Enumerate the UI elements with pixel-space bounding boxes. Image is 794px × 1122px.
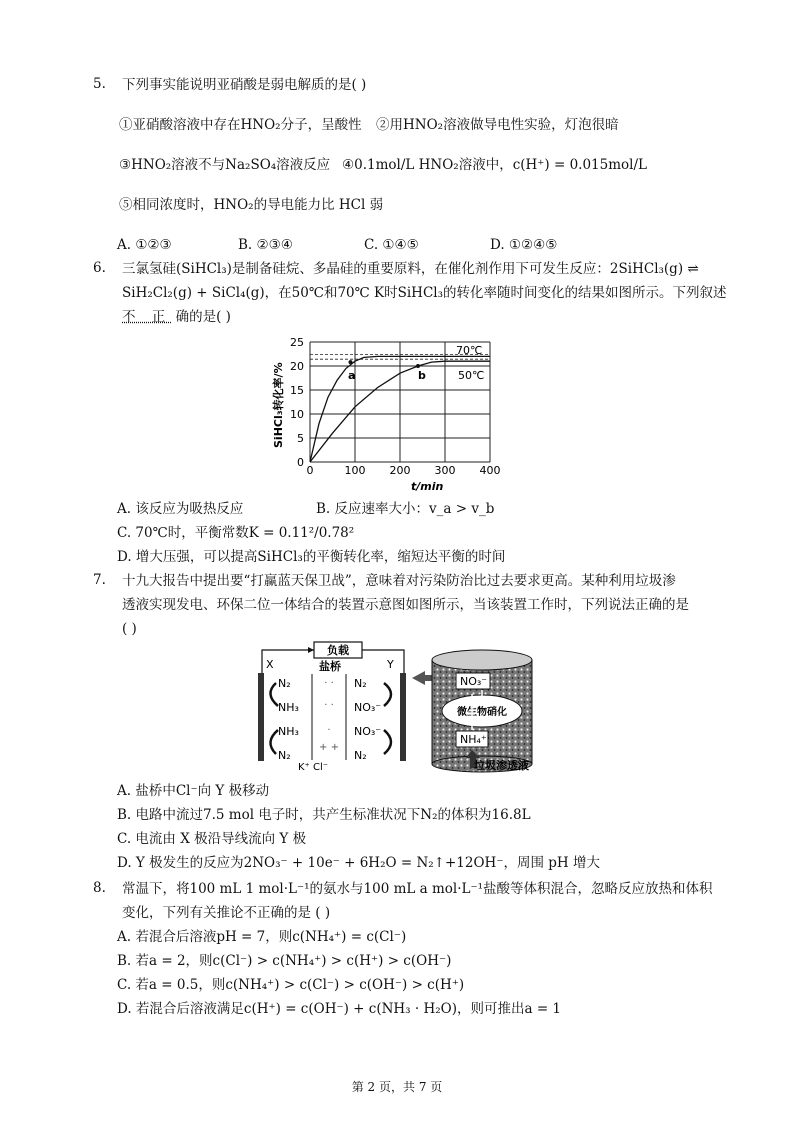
- feed-arrow: [412, 671, 432, 685]
- q8-option-b[interactable]: B. 若a = 2，则c(Cl⁻) > c(NH₄⁺) > c(H⁺) > c(OH⁻): [117, 953, 452, 969]
- right-arrow-bottom: [384, 730, 391, 754]
- q8-stem-line-1: 常温下，将100 mL 1 mol·L⁻¹的氨水与100 mL a mol·L⁻¹盐酸等体积混合，忽略反应放热和体积: [122, 881, 713, 897]
- q7-stem-line-1: 十九大报告中提出要“打赢蓝天保卫战”，意味着对污染防治比过去要求更高。某种利用垃圾渗: [122, 573, 676, 589]
- x-tick-label: 400: [479, 464, 501, 477]
- q5-statement-2: ②用HNO₂溶液做导电性实验，灯泡很暗: [376, 117, 619, 133]
- left-nh3-top: NH₃: [278, 701, 299, 714]
- point-b: [416, 364, 420, 368]
- point-a-label: a: [348, 369, 356, 382]
- reactor-nh4: NH₄⁺: [460, 733, 487, 746]
- left-n2-bottom: N₂: [278, 749, 291, 762]
- q7-option-d[interactable]: D. Y 极发生的反应为2NO₃⁻ + 10e⁻ + 6H₂O = N₂↑+12OH⁻，周围 pH 增大: [117, 855, 600, 871]
- salt-bridge-dots: + +: [319, 742, 339, 753]
- right-n2-top: N₂: [354, 677, 367, 690]
- y-tick-label: 5: [297, 432, 304, 445]
- q5-statement-3: ③HNO₂溶液不与Na₂SO₄溶液反应: [119, 157, 331, 173]
- electrode-y: [400, 673, 406, 761]
- y-tick-label: 25: [290, 336, 304, 349]
- right-n2-bottom: N₂: [354, 749, 367, 762]
- right-no3-top: NO₃⁻: [354, 701, 382, 714]
- y-tick-label: 10: [290, 408, 304, 421]
- chart-ylabel: SiHCl₃转化率/%: [272, 362, 285, 448]
- q7-option-b[interactable]: B. 电路中流过7.5 mol 电子时，共产生标准状况下N₂的体积为16.8L: [117, 807, 531, 823]
- salt-bridge-dots: · ·: [324, 700, 334, 711]
- q5-option-b[interactable]: B. ②③④: [238, 237, 293, 253]
- q5-option-a[interactable]: A. ①②③: [117, 237, 172, 253]
- q5-statement-1: ①亚硝酸溶液中存在HNO₂分子，呈酸性: [119, 117, 362, 133]
- q8-option-c[interactable]: C. 若a = 0.5，则c(NH₄⁺) > c(Cl⁻) > c(OH⁻) > c(H⁺): [117, 977, 465, 993]
- left-arrow-bottom: [270, 730, 278, 754]
- left-n2-top: N₂: [278, 677, 291, 690]
- point-a: [349, 360, 353, 364]
- q6-stem-line-3: [122, 308, 231, 326]
- q5-statement-4: ④0.1mol/L HNO₂溶液中，c(H⁺) = 0.015mol/L: [342, 157, 647, 173]
- ions-label: K⁺ Cl⁻: [298, 762, 329, 773]
- x-tick-label: 200: [389, 464, 411, 477]
- reactor-no3: NO₃⁻: [460, 675, 488, 688]
- q6-emphasis-text: 不 正: [122, 309, 172, 325]
- q7-stem-line-3: ( ): [122, 621, 137, 637]
- q8-number: 8.: [93, 880, 106, 896]
- conversion-chart: [268, 330, 528, 500]
- chart-ticks: [290, 336, 501, 477]
- electrode-x: [258, 673, 264, 761]
- q8-option-d[interactable]: D. 若混合后溶液满足c(H⁺) = c(OH⁻) + c(NH₃ · H₂O)，则可推出a = 1: [117, 1001, 562, 1017]
- y-tick-label: 15: [290, 384, 304, 397]
- label-70c: 70℃: [456, 344, 483, 357]
- q7-stem-line-2: 透液实现发电、环保二位一体结合的装置示意图如图所示，当该装置工作时，下列说法正确的是: [122, 597, 689, 613]
- point-b-label: b: [418, 369, 426, 382]
- reactor-top: [432, 650, 532, 670]
- q7-option-c[interactable]: C. 电流由 X 极沿导线流向 Y 极: [117, 831, 307, 847]
- q5-stem: 下列事实能说明亚硝酸是弱电解质的是( ): [122, 77, 367, 93]
- q5-number: 5.: [93, 76, 106, 92]
- electrode-x-label: X: [266, 658, 274, 671]
- salt-bridge-dots: · ·: [324, 678, 334, 689]
- q6-option-b[interactable]: B. 反应速率大小：v_a > v_b: [316, 501, 495, 517]
- left-nh3-bottom: NH₃: [278, 725, 299, 738]
- label-50c: 50℃: [458, 369, 485, 382]
- q7-number: 7.: [93, 572, 106, 588]
- x-tick-label: 100: [344, 464, 366, 477]
- q5-option-c[interactable]: C. ①④⑤: [364, 237, 419, 253]
- right-arrow-top: [384, 683, 391, 706]
- q8-stem-line-2: 变化，下列有关推论不正确的是 ( ): [122, 905, 331, 921]
- q8-option-a[interactable]: A. 若混合后溶液pH = 7，则c(NH₄⁺) = c(Cl⁻): [117, 929, 407, 945]
- chart-xlabel: t/min: [411, 480, 444, 493]
- salt-bridge-dots: ·: [327, 725, 331, 736]
- right-no3-bottom: NO₃⁻: [354, 725, 382, 738]
- salt-bridge-label: 盐桥: [319, 660, 341, 673]
- x-tick-label: 300: [434, 464, 456, 477]
- current-arrow: [308, 647, 314, 653]
- q5-statement-5: ⑤相同浓度时，HNO₂的导电能力比 HCl 弱: [119, 197, 384, 213]
- left-arrow-top: [270, 683, 278, 706]
- q6-option-c[interactable]: C. 70℃时，平衡常数K = 0.11²/0.78²: [117, 525, 355, 541]
- q7-option-a[interactable]: A. 盐桥中Cl⁻向 Y 极移动: [117, 783, 270, 799]
- leachate-label: 垃圾渗透液: [474, 759, 529, 772]
- electrode-y-label: Y: [387, 658, 394, 671]
- q5-option-d[interactable]: D. ①②④⑤: [490, 237, 558, 253]
- q6-number: 6.: [93, 260, 106, 276]
- q6-stem-tail: 确的是( ): [171, 309, 231, 325]
- q6-stem-line-2: SiH₂Cl₂(g) + SiCl₄(g)，在50℃和70℃ K时SiHCl₃的转化率随时间变化的结果如图所示。下列叙述: [122, 285, 727, 301]
- page-footer: 第 2 页，共 7 页: [351, 1080, 443, 1094]
- x-tick-label: 0: [306, 464, 314, 477]
- q6-option-d[interactable]: D. 增大压强，可以提高SiHCl₃的平衡转化率，缩短达平衡的时间: [117, 549, 506, 565]
- microbe-label: 微生物硝化: [457, 707, 507, 718]
- y-tick-label: 20: [290, 360, 304, 373]
- y-tick-label: 0: [297, 456, 304, 469]
- chart-grid: [310, 342, 490, 462]
- cell-diagram: [250, 638, 550, 773]
- load-label: 负载: [327, 644, 349, 657]
- q6-stem-line-1: 三氯氢硅(SiHCl₃)是制备硅烷、多晶硅的重要原料，在催化剂作用下可发生反应：2SiHCl₃(g) ⇌: [122, 261, 699, 277]
- q6-option-a[interactable]: A. 该反应为吸热反应: [117, 501, 244, 517]
